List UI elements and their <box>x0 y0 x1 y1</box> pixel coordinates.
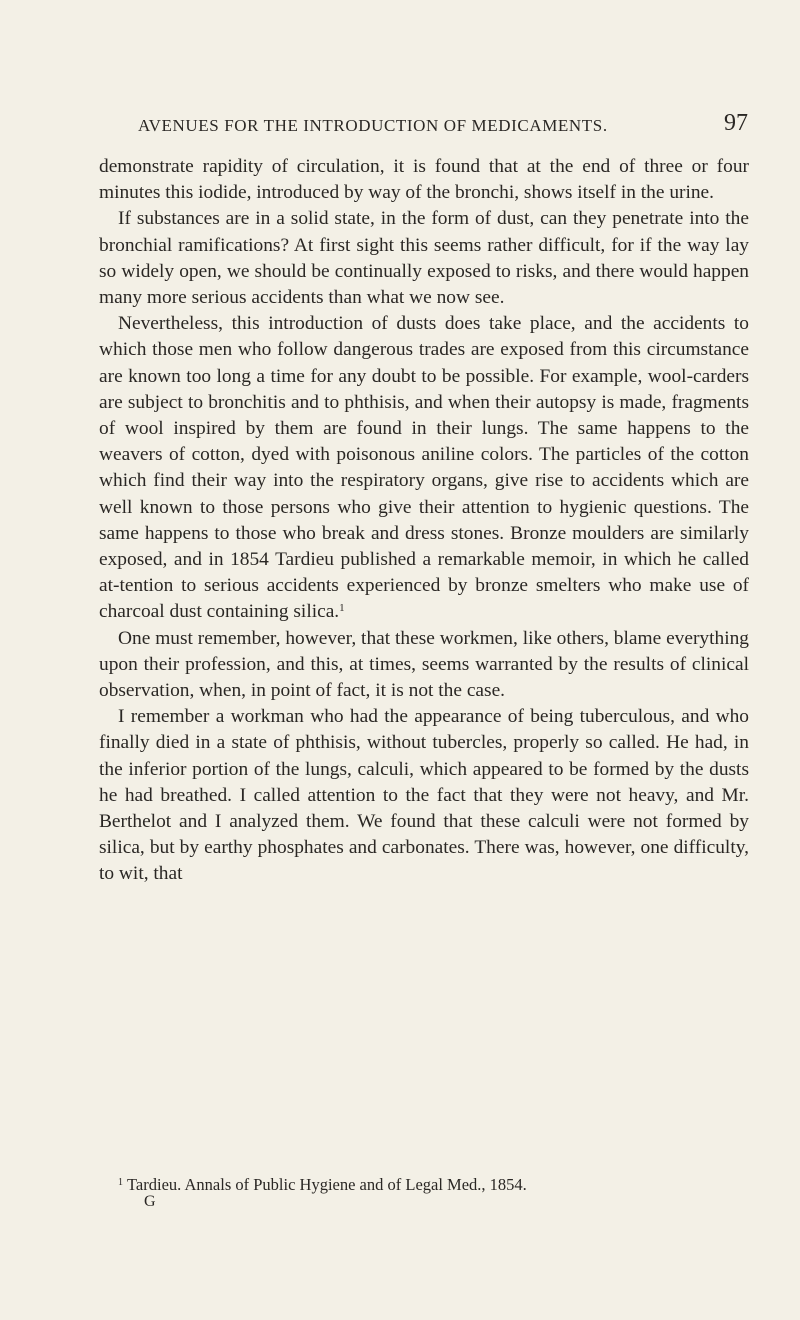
paragraph-text: If substances are in a solid state, in the form of dust, can they penetrate into the bronchial ramifications? At first sight this seems rather difficult, for if the way lay so widely open, we should be continually exposed to risks, and there would happen many more serious accidents than what we now see. <box>99 208 749 309</box>
page-number: 97 <box>724 110 748 136</box>
footnote-text: Tardieu. Annals of Public Hygiene and of Legal Med., 1854. <box>127 1175 527 1194</box>
signature-mark: G <box>144 1193 156 1210</box>
paragraph-text: I remember a workman who had the appearance of being tuberculous, and who finally died in a state of phthisis, without tubercles, properly so called. He had, in the inferior portion of the lungs, calculi, which appeared to be formed by the dusts he had breathed. I called attention to the fact that they were not heavy, and Mr. Berthelot and I analyzed them. We found that these calculi were not formed by silica, but by earthy phosphates and carbonates. There was, however, one difficulty, to wit, that <box>99 706 749 885</box>
paragraph <box>99 704 749 887</box>
paragraph <box>99 311 749 625</box>
running-title: AVENUES FOR THE INTRODUCTION OF MEDICAMENTS. <box>138 116 608 135</box>
footnote <box>118 1174 758 1196</box>
paragraph-text: Nevertheless, this introduction of dusts does take place, and the accidents to which those men who follow dangerous trades are exposed from this circumstance are known too long a time for any doubt to be possible. For example, wool-carders are subject to bronchitis and to phthisis, and when their autopsy is made, fragments of wool inspired by them are found in their lungs. The same happens to the weavers of cotton, dyed with poisonous aniline colors. The particles of the cotton which find their way into the respiratory organs, give rise to accidents which are well known to those persons who give their attention to hygienic questions. The same happens to those who break and dress stones. Bronze moulders are similarly exposed, and in 1854 Tardieu published a remarkable memoir, in which he called at-tention to serious accidents experienced by bronze smelters who make use of charcoal dust containing silica. <box>99 313 749 623</box>
footnote-reference[interactable]: 1 <box>339 602 345 615</box>
body-text <box>99 154 749 888</box>
paragraph <box>99 626 749 705</box>
paragraph-text: One must remember, however, that these workmen, like others, blame everything upon their profession, and this, at times, seems warranted by the results of clinical observation, when, in point of fact, it is not the case. <box>99 627 749 702</box>
running-head <box>138 110 748 146</box>
paragraph <box>99 206 749 311</box>
footnote-marker: 1 <box>118 1177 123 1188</box>
paragraph <box>99 154 749 206</box>
paragraph-text: demonstrate rapidity of circulation, it is found that at the end of three or four minutes this iodide, introduced by way of the bronchi, shows itself in the urine. <box>99 156 749 204</box>
